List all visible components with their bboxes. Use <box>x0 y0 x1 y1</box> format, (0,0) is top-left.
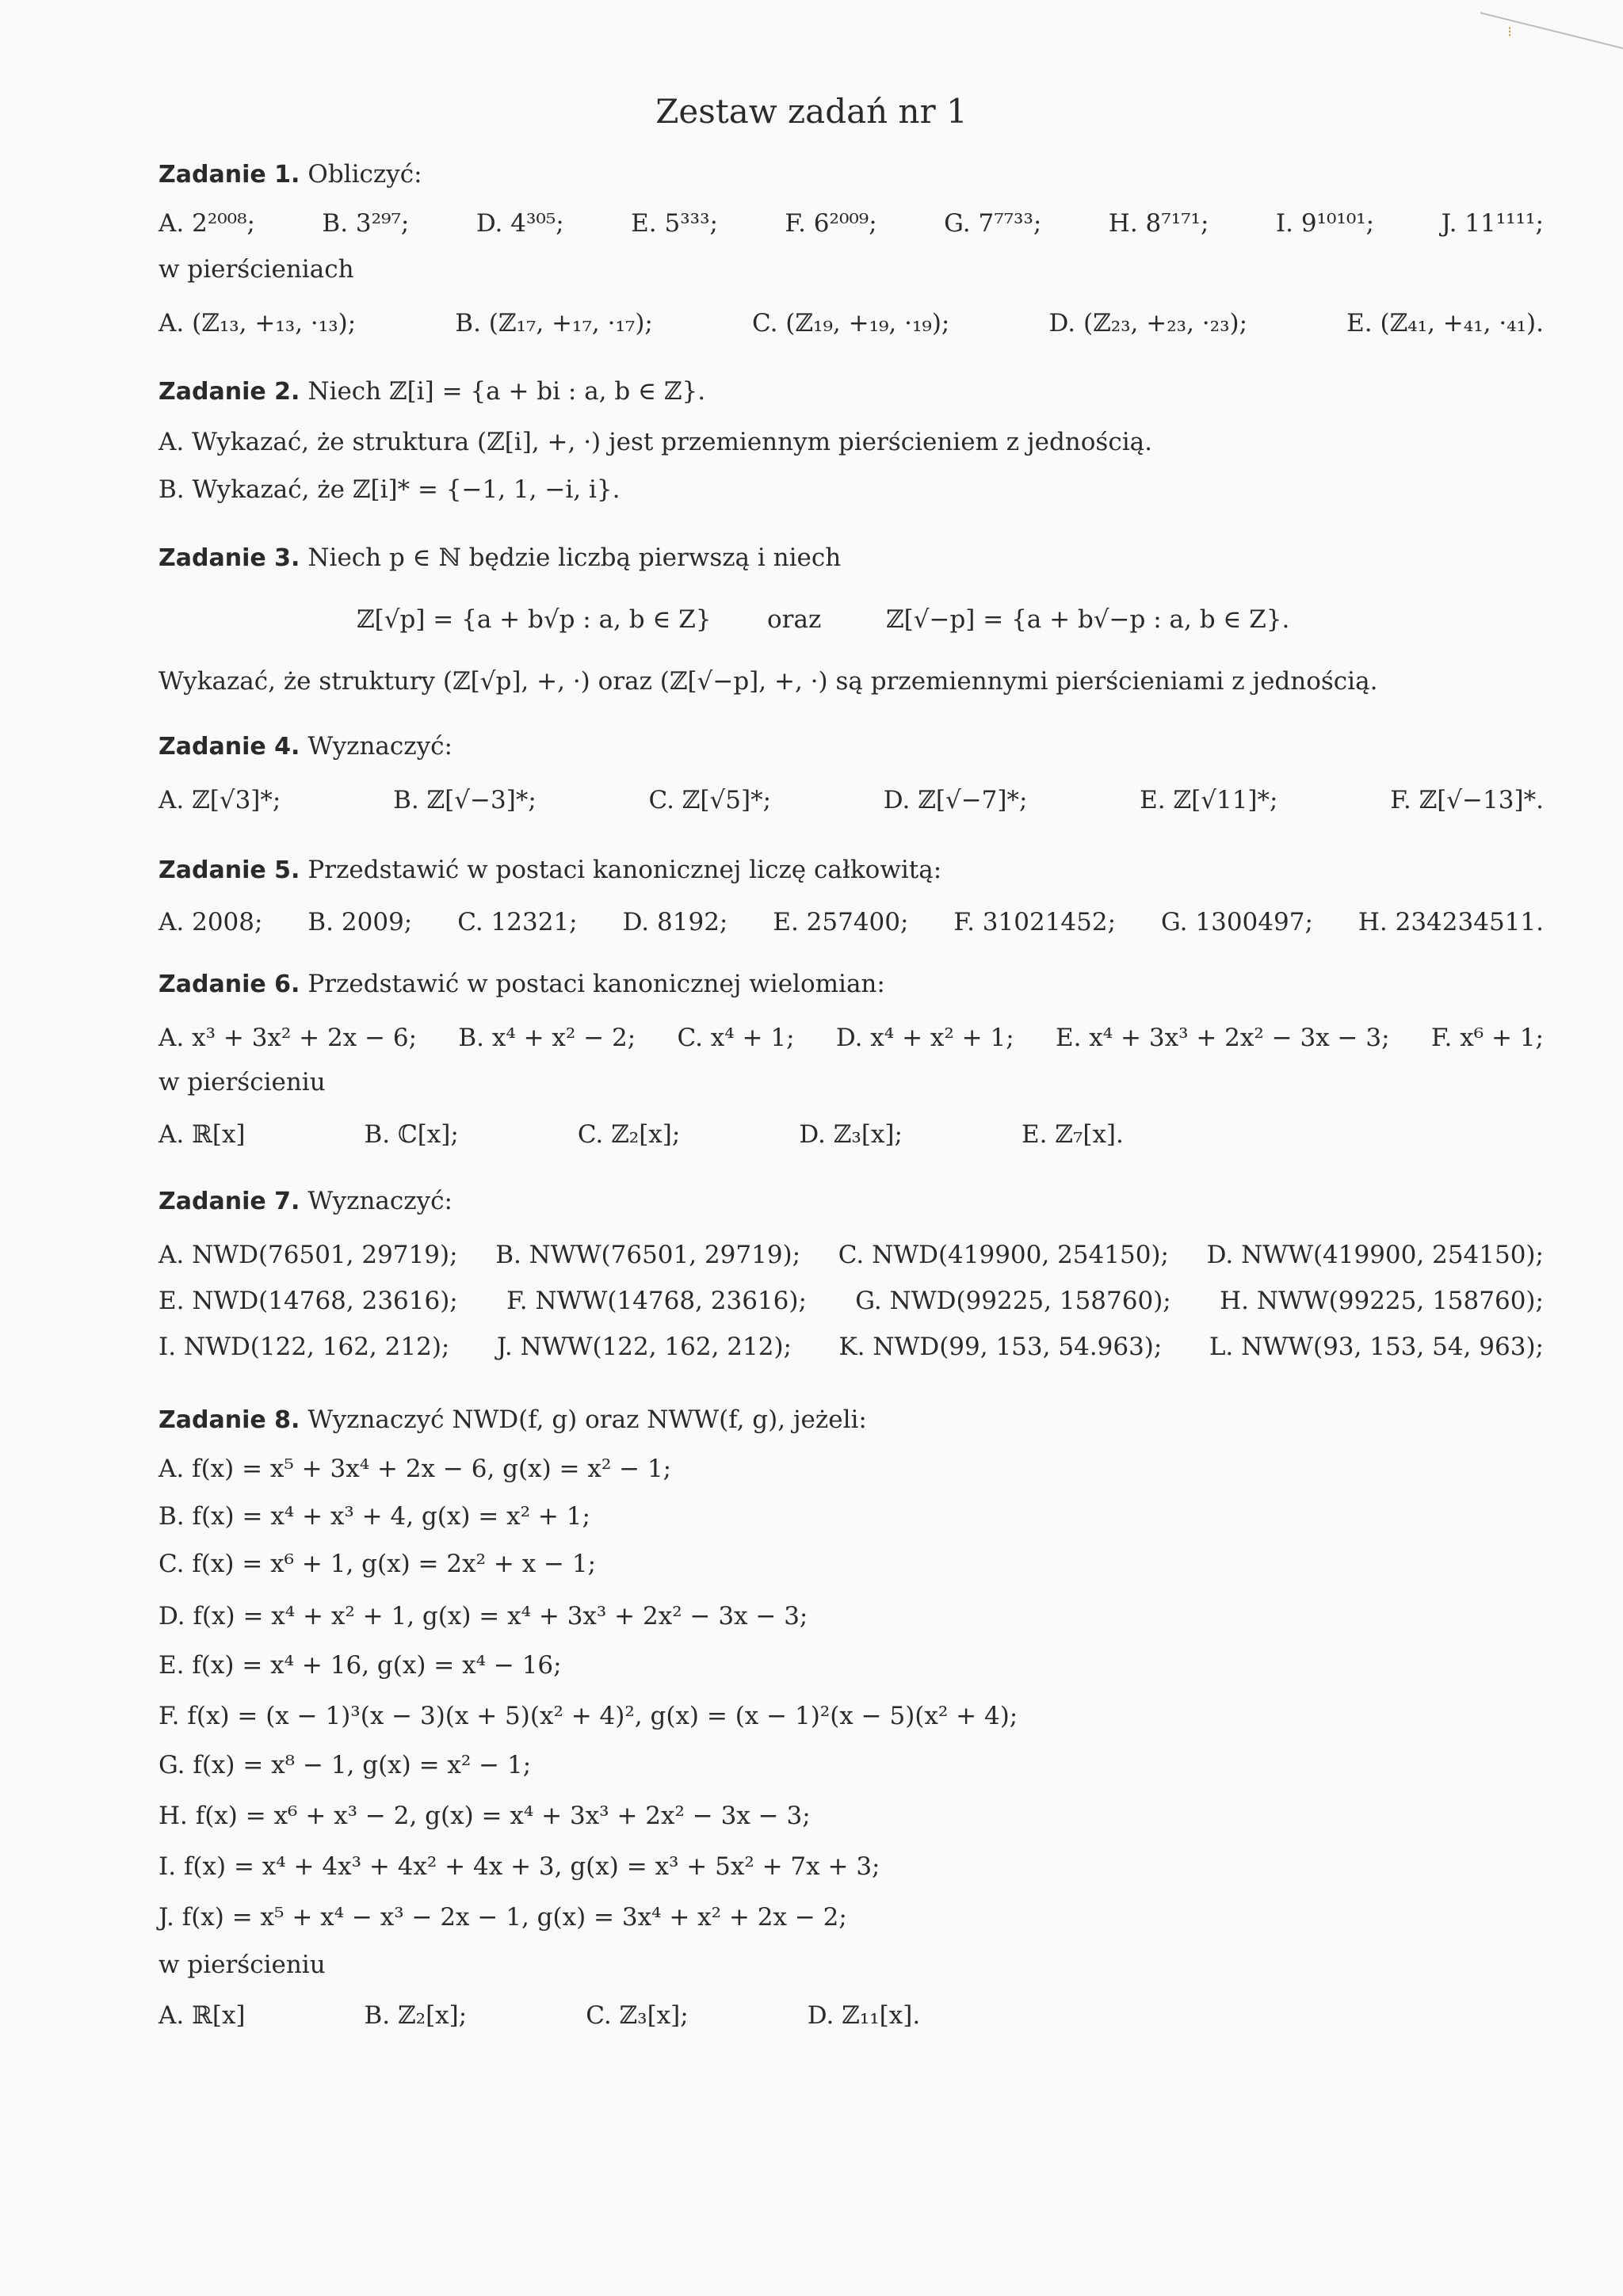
task-1-ring: C. (ℤ₁₉, +₁₉, ·₁₉); <box>751 309 950 338</box>
task-6-label: Zadanie 6. <box>158 971 300 998</box>
task-6-ring: A. ℝ[x] <box>158 1120 246 1149</box>
task-6-items <box>158 1022 1544 1054</box>
task-1-rings <box>158 307 1544 339</box>
task-1-item: A. 2²⁰⁰⁸; <box>158 209 255 238</box>
task-7-item: B. NWW(76501, 29719); <box>495 1241 801 1269</box>
task-8-ring: C. ℤ₃[x]; <box>586 2001 689 2030</box>
task-5-item: E. 257400; <box>773 908 909 936</box>
page-fold-shadow <box>1480 0 1623 49</box>
task-1-item: I. 9¹⁰¹⁰¹; <box>1275 209 1375 238</box>
task-8-text: Wyznaczyć NWD(f, g) oraz NWW(f, g), jeżeli: <box>307 1405 867 1434</box>
task-1-item: F. 6²⁰⁰⁹; <box>785 209 877 238</box>
task-3-def-1: ℤ[√p] = {a + b√p : a, b ∈ Z} <box>357 605 712 634</box>
task-6-item: C. x⁴ + 1; <box>677 1024 795 1052</box>
task-7-heading <box>158 1185 1544 1218</box>
task-5-heading <box>158 854 1544 887</box>
task-7-item: E. NWD(14768, 23616); <box>158 1287 458 1315</box>
task-4-text: Wyznaczyć: <box>307 732 453 761</box>
task-8-item: C. f(x) = x⁶ + 1, g(x) = 2x² + x − 1; <box>158 1550 597 1578</box>
task-7-item: C. NWD(419900, 254150); <box>838 1241 1169 1269</box>
task-7-item: I. NWD(122, 162, 212); <box>158 1333 450 1361</box>
task-8-item: H. f(x) = x⁶ + x³ − 2, g(x) = x⁴ + 3x³ + 2x² − 3x − 3; <box>158 1802 811 1830</box>
task-7-text: Wyznaczyć: <box>307 1187 453 1215</box>
task-1-item: B. 3²⁹⁷; <box>322 209 410 238</box>
task-5-text: Przedstawić w postaci kanonicznej liczę całkowitą: <box>307 856 942 884</box>
task-6-ring: C. ℤ₂[x]; <box>577 1120 681 1149</box>
task-7-row-1 <box>158 1239 1544 1271</box>
task-8-item: D. f(x) = x⁴ + x² + 1, g(x) = x⁴ + 3x³ + 2x² − 3x − 3; <box>158 1602 808 1630</box>
task-5-items <box>158 906 1544 938</box>
task-1-item: H. 8⁷¹⁷¹; <box>1108 209 1209 238</box>
task-8-item: F. f(x) = (x − 1)³(x − 3)(x + 5)(x² + 4)², g(x) = (x − 1)²(x − 5)(x² + 4); <box>158 1702 1018 1730</box>
task-5-item: C. 12321; <box>457 908 578 936</box>
task-3-oraz: oraz <box>767 605 822 634</box>
task-8-item: B. f(x) = x⁴ + x³ + 4, g(x) = x² + 1; <box>158 1502 590 1531</box>
task-8-ring: A. ℝ[x] <box>158 2001 246 2030</box>
task-2-text: Niech ℤ[i] = {a + bi : a, b ∈ ℤ}. <box>307 377 706 406</box>
task-7-item: G. NWD(99225, 158760); <box>855 1287 1171 1315</box>
task-7-item: F. NWW(14768, 23616); <box>506 1287 807 1315</box>
task-7-item: L. NWW(93, 153, 54, 963); <box>1209 1333 1544 1361</box>
task-5-item: F. 31021452; <box>953 908 1117 936</box>
task-1-items <box>158 208 1544 239</box>
task-7-row-3 <box>158 1331 1544 1363</box>
task-6-ring: B. ℂ[x]; <box>364 1120 459 1149</box>
task-4-item: D. ℤ[√−7]*; <box>883 786 1028 814</box>
task-6-ring: E. ℤ₇[x]. <box>1021 1120 1124 1149</box>
task-5-item: A. 2008; <box>158 908 263 936</box>
task-3-def-2: ℤ[√−p] = {a + b√−p : a, b ∈ Z}. <box>886 605 1290 634</box>
task-1-item: G. 7⁷⁷³³; <box>944 209 1042 238</box>
task-6-item: A. x³ + 3x² + 2x − 6; <box>158 1024 418 1052</box>
task-8-mid-text: w pierścieniu <box>158 1951 326 1979</box>
task-3-heading <box>158 542 1544 574</box>
task-1-ring: D. (ℤ₂₃, +₂₃, ·₂₃); <box>1048 309 1248 338</box>
task-7-item: A. NWD(76501, 29719); <box>158 1241 458 1269</box>
task-5-item: H. 234234511. <box>1358 908 1544 936</box>
task-6-item: B. x⁴ + x² − 2; <box>458 1024 636 1052</box>
task-2-label: Zadanie 2. <box>158 378 300 406</box>
task-6-rings <box>158 1119 1544 1150</box>
task-6-text: Przedstawić w postaci kanonicznej wielomian: <box>307 970 885 998</box>
task-1-ring: A. (ℤ₁₃, +₁₃, ·₁₃); <box>158 309 357 338</box>
task-6-ring: D. ℤ₃[x]; <box>799 1120 903 1149</box>
task-4-item: F. ℤ[√−13]*. <box>1390 786 1544 814</box>
task-5-label: Zadanie 5. <box>158 856 300 884</box>
task-1-text: Obliczyć: <box>307 160 422 189</box>
task-4-item: E. ℤ[√11]*; <box>1140 786 1278 814</box>
task-4-items <box>158 784 1544 816</box>
task-3-text: Niech p ∈ ℕ będzie liczbą pierwszą i niech <box>307 543 842 572</box>
task-5-item: B. 2009; <box>307 908 413 936</box>
task-6-item: E. x⁴ + 3x³ + 2x² − 3x − 3; <box>1055 1024 1390 1052</box>
task-2-part-a: A. Wykazać, że struktura (ℤ[i], +, ·) jest przemiennym pierścieniem z jednością. <box>158 428 1152 456</box>
task-7-item: H. NWW(99225, 158760); <box>1220 1287 1544 1315</box>
task-5-item: G. 1300497; <box>1161 908 1313 936</box>
task-3-claim: Wykazać, że struktury (ℤ[√p], +, ·) oraz (ℤ[√−p], +, ·) są przemiennymi pierścieniami z jednością. <box>158 667 1378 696</box>
task-3-label: Zadanie 3. <box>158 544 300 572</box>
task-1-ring: B. (ℤ₁₇, +₁₇, ·₁₇); <box>455 309 653 338</box>
task-8-heading <box>158 1404 1544 1436</box>
task-2-part-b: B. Wykazać, że ℤ[i]* = {−1, 1, −i, i}. <box>158 475 621 504</box>
task-8-item: I. f(x) = x⁴ + 4x³ + 4x² + 4x + 3, g(x) = x³ + 5x² + 7x + 3; <box>158 1852 880 1881</box>
task-4-heading <box>158 730 1544 763</box>
paper-speck: ⁝ <box>1507 24 1512 40</box>
task-6-item: D. x⁴ + x² + 1; <box>835 1024 1014 1052</box>
task-7-item: J. NWW(122, 162, 212); <box>496 1333 792 1361</box>
task-7-row-2 <box>158 1285 1544 1317</box>
task-2-heading <box>158 376 1544 408</box>
task-7-item: K. NWD(99, 153, 54.963); <box>838 1333 1163 1361</box>
task-8-item: J. f(x) = x⁵ + x⁴ − x³ − 2x − 1, g(x) = 3x⁴ + x² + 2x − 2; <box>158 1903 847 1932</box>
task-4-item: C. ℤ[√5]*; <box>648 786 772 814</box>
task-1-mid-text: w pierścieniach <box>158 255 354 284</box>
task-1-label: Zadanie 1. <box>158 161 300 189</box>
task-8-ring: D. ℤ₁₁[x]. <box>807 2001 921 2030</box>
task-6-item: F. x⁶ + 1; <box>1430 1024 1544 1052</box>
task-1-item: D. 4³⁰⁵; <box>475 209 564 238</box>
task-1-item: J. 11¹¹¹¹; <box>1441 209 1544 238</box>
task-8-item: E. f(x) = x⁴ + 16, g(x) = x⁴ − 16; <box>158 1651 562 1680</box>
task-5-item: D. 8192; <box>622 908 728 936</box>
task-4-item: B. ℤ[√−3]*; <box>393 786 537 814</box>
task-4-label: Zadanie 4. <box>158 733 300 761</box>
task-8-rings <box>158 2000 1544 2031</box>
task-7-item: D. NWW(419900, 254150); <box>1206 1241 1544 1269</box>
task-1-item: E. 5³³³; <box>631 209 718 238</box>
task-7-label: Zadanie 7. <box>158 1188 300 1215</box>
task-8-ring: B. ℤ₂[x]; <box>364 2001 468 2030</box>
task-8-item: A. f(x) = x⁵ + 3x⁴ + 2x − 6, g(x) = x² − 1; <box>158 1455 672 1483</box>
task-1-heading <box>158 158 1544 191</box>
task-8-item: G. f(x) = x⁸ − 1, g(x) = x² − 1; <box>158 1751 532 1779</box>
task-6-mid-text: w pierścieniu <box>158 1068 326 1097</box>
document-title: Zestaw zadań nr 1 <box>655 92 968 131</box>
task-8-label: Zadanie 8. <box>158 1406 300 1434</box>
task-1-ring: E. (ℤ₄₁, +₄₁, ·₄₁). <box>1346 309 1544 338</box>
task-4-item: A. ℤ[√3]*; <box>158 786 281 814</box>
task-6-heading <box>158 968 1544 1001</box>
